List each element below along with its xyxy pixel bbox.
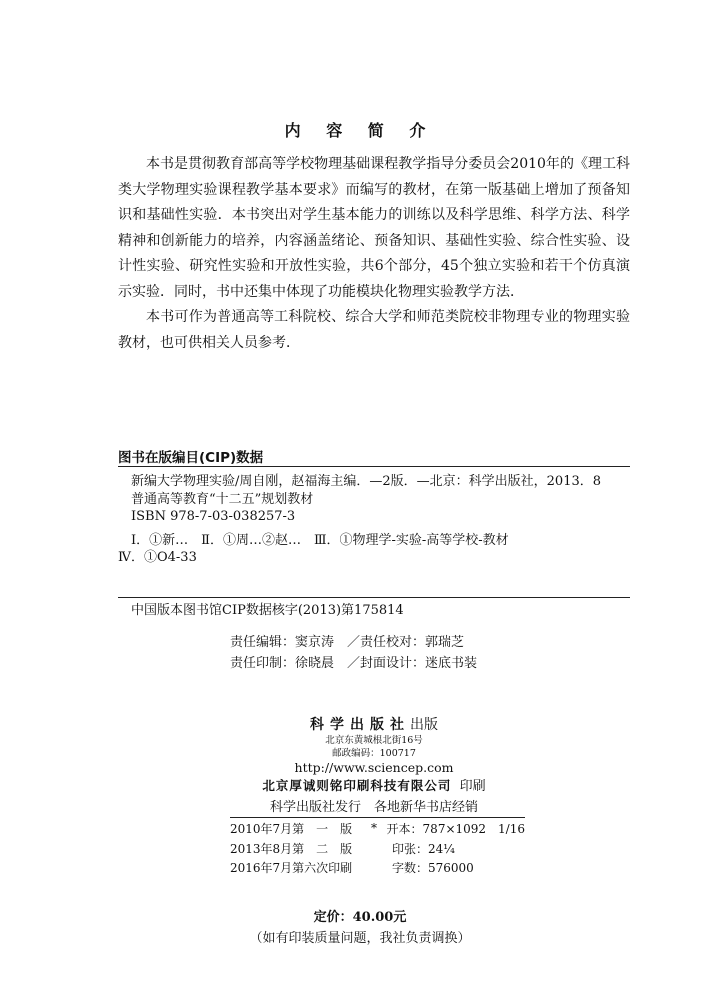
publisher-address: 北京东黄城根北街16号 (325, 735, 423, 746)
cip-classification-1: Ⅰ．①新… Ⅱ．①周…②赵… Ⅲ．①物理学-实验-高等学校-教材 (131, 532, 509, 548)
quality-notice: （如有印装质量问题，我社负责调换） (249, 931, 471, 946)
intro-paragraph-1: 本书是贯彻教育部高等学校物理基础课程教学指导分委员会2010年的《理工科类大学物理实验课程教学基本要求》而编写的教材，在第一版基础上增加了预备知识和基础性实验．本书突出对学生基本能力的训练以及科学思维、科学方法、科学精神和创新能力的培养，内容涵盖绪论、预备知识、基础性实验、综合性实验、设计性实验、研究性实验和开放性实验，共6个部分，45个独立实验和若干个仿真演示实验．同时，书中还集中体现了功能模块化物理实验教学方法． (118, 156, 630, 300)
separator-star: * (371, 821, 377, 835)
cip-isbn: ISBN 978-7-03-038257-3 (131, 509, 296, 524)
edition-row (230, 840, 525, 860)
intro-paragraph-2: 本书可作为普通高等工科院校、综合大学和师范类院校非物理专业的物理实验教材，也可供相关人员参考． (118, 309, 630, 351)
edition-row (230, 859, 525, 879)
cip-record-box (118, 466, 630, 598)
printer-line (118, 776, 630, 797)
editors-line-2: 责任印制：徐晓晨 ／封面设计：迷底书装 (230, 656, 478, 671)
cip-series: 普通高等教育“十二五”规划教材 (131, 491, 314, 507)
publisher-postcode: 邮政编码：100717 (332, 748, 416, 759)
cip-classification-2: Ⅳ．①O4-33 (118, 550, 197, 565)
editors-block (230, 632, 477, 674)
edition-date: 2010年7月第 一 版 (230, 822, 353, 836)
cip-record: 新编大学物理实验/周自刚，赵福海主编．—2版．—北京：科学出版社，2013．8 (131, 474, 602, 489)
distribution-line: 科学出版社发行 各地新华书店经销 (269, 800, 478, 815)
edition-info: 印张：24¼ (392, 841, 455, 856)
cip-heading: 图书在版编目(CIP)数据 (118, 450, 264, 466)
publisher-url: http://www.sciencep.com (294, 760, 454, 775)
edition-info: 开本：787×1092 1/16 (386, 822, 525, 836)
publisher-line (118, 716, 630, 734)
printer-name: 北京厚诚则铭印刷科技有限公司 (262, 778, 452, 793)
cip-number: 中国版本图书馆CIP数据核字(2013)第175814 (131, 603, 404, 618)
page-title: 内 容 简 介 (284, 121, 436, 140)
intro-section (118, 152, 630, 356)
editors-line-1: 责任编辑：窦京涛 ／责任校对：郭瑞芝 (230, 635, 465, 650)
editions-table (230, 817, 525, 879)
price: 定价：40.00元 (313, 910, 407, 925)
publisher-name: 科学出版社 (310, 717, 410, 733)
publisher-suffix: 出版 (410, 717, 438, 733)
edition-row (230, 820, 525, 840)
edition-date: 2013年8月第 二 版 (230, 841, 353, 856)
cip-number-space (118, 567, 630, 591)
edition-info: 字数：576000 (392, 861, 474, 875)
printer-suffix: 印刷 (459, 779, 486, 794)
edition-date: 2016年7月第六次印刷 (230, 861, 353, 875)
